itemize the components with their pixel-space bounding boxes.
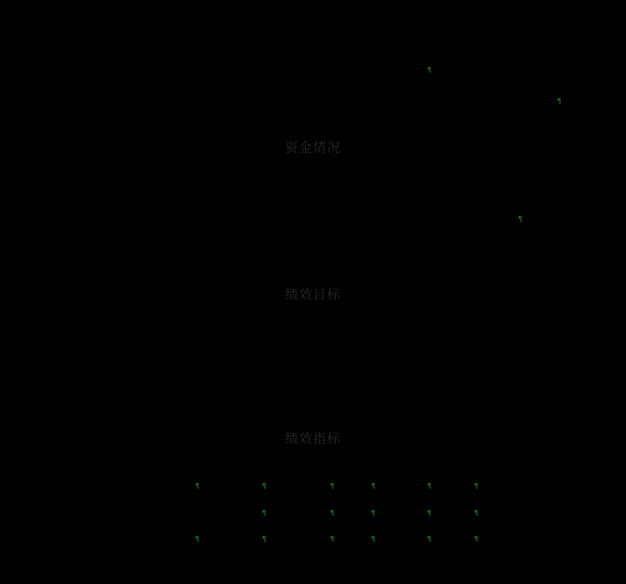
paragraph-mark-4 [195,483,200,490]
paragraph-mark-18 [371,536,376,543]
paragraph-mark-9 [474,483,479,490]
paragraph-mark-19 [427,536,432,543]
paragraph-mark-12 [371,510,376,517]
paragraph-mark-2 [557,98,562,105]
paragraph-mark-6 [330,483,335,490]
paragraph-mark-13 [427,510,432,517]
paragraph-mark-11 [330,510,335,517]
section-title-funding: 资金情况 [284,141,341,156]
paragraph-mark-8 [427,483,432,490]
paragraph-mark-15 [195,536,200,543]
paragraph-mark-1 [427,67,432,74]
paragraph-mark-14 [474,510,479,517]
paragraph-mark-17 [330,536,335,543]
paragraph-mark-5 [262,483,267,490]
section-title-performance-goal: 绩效目标 [284,288,341,303]
paragraph-mark-3 [518,216,523,223]
paragraph-mark-20 [474,536,479,543]
paragraph-mark-16 [262,536,267,543]
paragraph-mark-10 [262,510,267,517]
section-title-performance-indicator: 绩效指标 [284,432,341,447]
paragraph-mark-7 [371,483,376,490]
